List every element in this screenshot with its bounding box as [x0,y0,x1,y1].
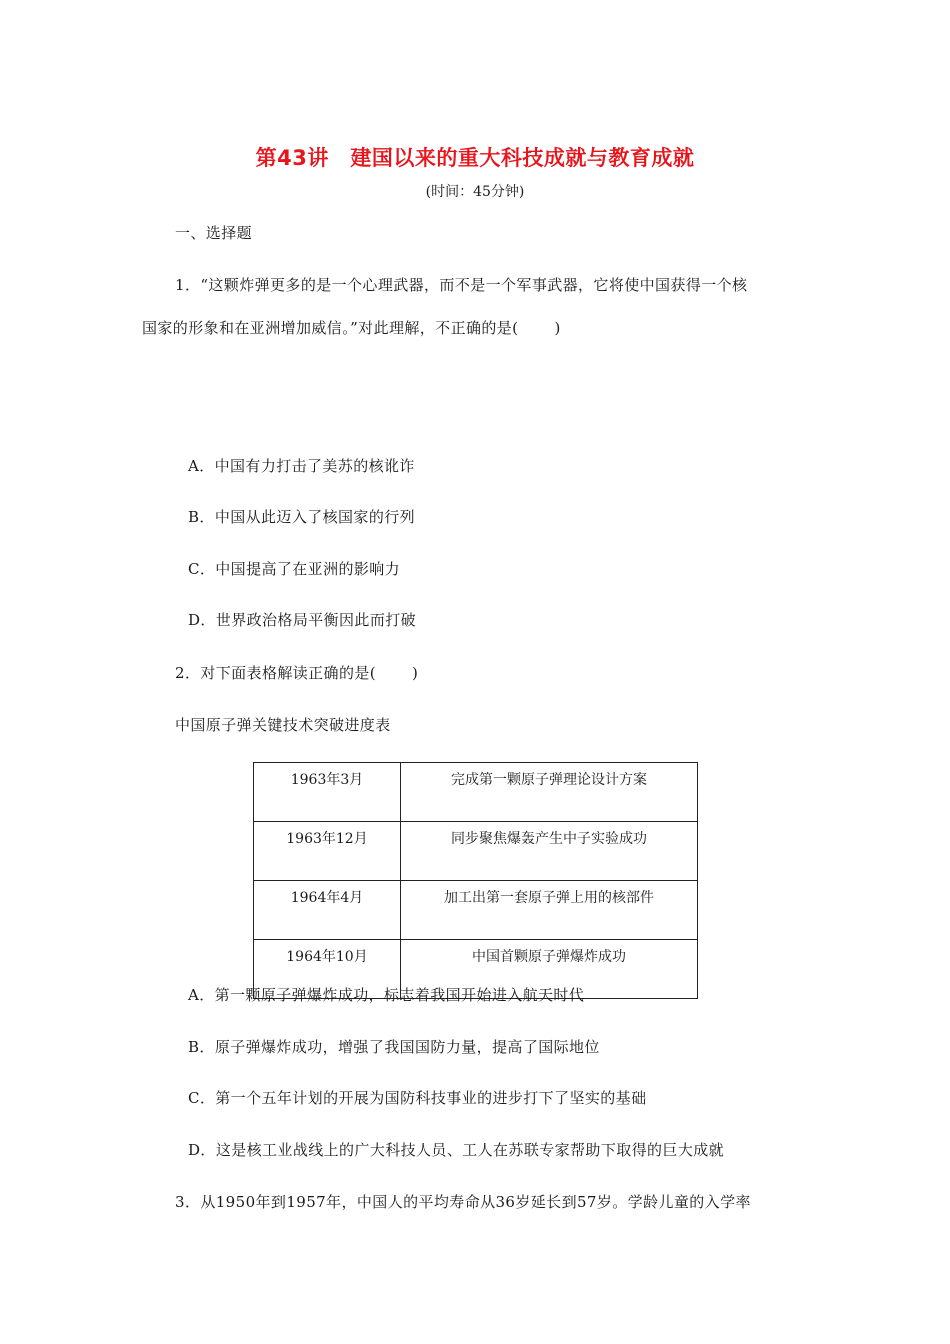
table-cell-event: 加工出第一套原子弹上用的核部件 [401,881,698,940]
section-heading: 一、选择题 [175,224,253,242]
table-cell-date: 1964年10月 [254,940,401,999]
q1-stem-line1: 1．“这颗炸弹更多的是一个心理武器，而不是一个军事武器，它将使中国获得一个核 [175,276,748,294]
table-row [254,822,698,881]
q3-stem-line1: 3．从1950年到1957年，中国人的平均寿命从36岁延长到57岁。学龄儿童的入学率 [175,1193,751,1211]
q1-option-d: D．世界政治格局平衡因此而打破 [188,611,417,629]
q1-stem-text: 国家的形象和在亚洲增加威信。”对此理解，不正确的是( [142,319,519,337]
page-title: 第43讲 建国以来的重大科技成就与教育成就 [255,146,695,170]
table-caption: 中国原子弹关键技术突破进度表 [175,716,391,734]
table-cell-event: 同步聚焦爆轰产生中子实验成功 [401,822,698,881]
table-cell-date: 1963年12月 [254,822,401,881]
q2-answer-paren-close: ) [412,664,419,682]
q1-stem-line2 [142,317,561,338]
progress-table [253,762,698,999]
table-cell-event: 中国首颗原子弹爆炸成功 [401,940,698,999]
table-cell-date: 1963年3月 [254,763,401,822]
q2-option-d: D．这是核工业战线上的广大科技人员、工人在苏联专家帮助下取得的巨大成就 [188,1141,725,1159]
q2-option-c: C．第一个五年计划的开展为国防科技事业的进步打下了坚实的基础 [188,1089,647,1107]
q1-option-c: C．中国提高了在亚洲的影响力 [188,560,401,578]
time-limit: (时间：45分钟) [425,184,525,200]
q1-option-b: B．中国从此迈入了核国家的行列 [188,508,416,526]
q1-option-a: A．中国有力打击了美苏的核讹诈 [188,457,415,475]
q2-stem-text: 2．对下面表格解读正确的是( [175,664,376,682]
table-cell-date: 1964年4月 [254,881,401,940]
table-cell-event: 完成第一颗原子弹理论设计方案 [401,763,698,822]
q2-option-a: A．第一颗原子弹爆炸成功，标志着我国开始进入航天时代 [188,986,585,1004]
q1-answer-paren-close: ) [554,319,561,337]
q2-stem [175,662,418,683]
table-row [254,881,698,940]
table-row [254,763,698,822]
q2-option-b: B．原子弹爆炸成功，增强了我国国防力量，提高了国际地位 [188,1038,600,1056]
